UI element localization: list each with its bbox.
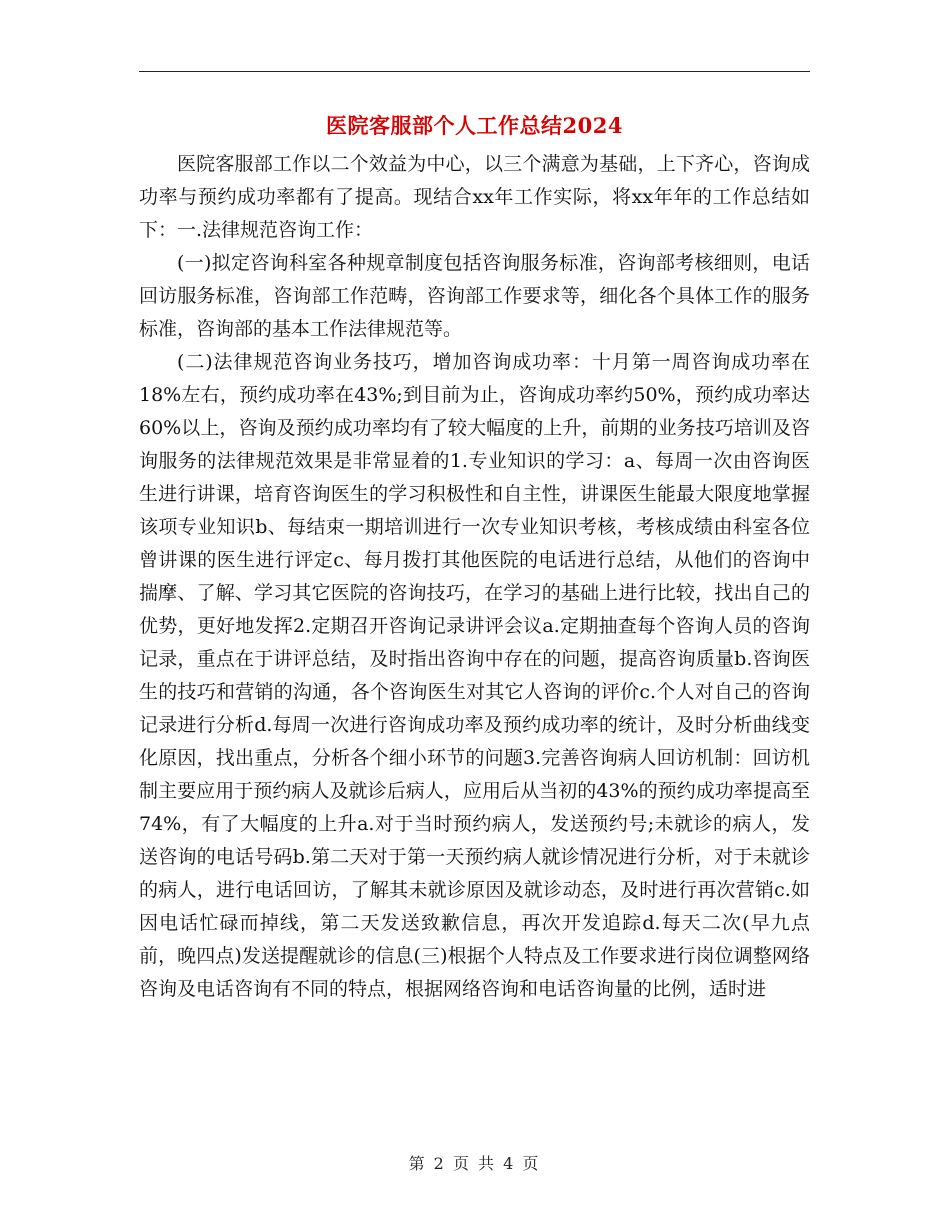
document-title: 医院客服部个人工作总结2024 — [326, 113, 623, 138]
header-rule — [139, 71, 810, 72]
paragraph-section-one: (一)拟定咨询科室各种规章制度包括咨询服务标准，咨询部考核细则，电话回访服务标准，咨询部工作范畴，咨询部工作要求等，细化各个具体工作的服务标准，咨询部的基本工作法律规范等。 — [139, 252, 810, 340]
paragraph-section-two: (二)法律规范咨询业务技巧，增加咨询成功率：十月第一周咨询成功率在18%左右，预约成功率在43%;到目前为止，咨询成功率约50%，预约成功率达60%以上，咨询及预约成功率均有了较大幅度的上升，前期的业务技巧培训及咨询服务的法律规范效果是非常显着的1.专业知识的学习：a、每周一次由咨询医生进行讲课，培育咨询医生的学习积极性和自主性，讲课医生能最大限度地掌握该项专业知识b、每结束一期培训进行一次专业知识考核，考核成绩由科室各位曾讲课的医生进行评定c、每月拨打其他医院的电话进行总结，从他们的咨询中揣摩、了解、学习其它医院的咨询技巧，在学习的基础上进行比较，找出自己的优势，更好地发挥2.定期召开咨询记录讲评会议a.定期抽查每个咨询人员的咨询记录，重点在于讲评总结，及时指出咨询中存在的问题，提高咨询质量b.咨询医生的技巧和营销的沟通，各个咨询医生对其它人咨询的评价c.个人对自己的咨询记录进行分析d.每周一次进行咨询成功率及预约成功率的统计，及时分析曲线变化原因，找出重点，分析各个细小环节的问题3.完善咨询病人回访机制：回访机制主要应用于预约病人及就诊后病人，应用后从当初的43%的预约成功率提高至74%，有了大幅度的上升a.对于当时预约病人，发送预约号;未就诊的病人，发送咨询的电话号码b.第二天对于第一天预约病人就诊情况进行分析，对于未就诊的病人，进行电话回访，了解其未就诊原因及就诊动态，及时进行再次营销c.如因电话忙碌而掉线，第二天发送致歉信息，再次开发追踪d.每天二次(早九点前，晚四点)发送提醒就诊的信息(三)根据个人特点及工作要求进行岗位调整网络咨询及电话咨询有不同的特点，根据网络咨询和电话咨询量的比例，适时进 — [139, 351, 810, 1000]
paragraph-intro: 医院客服部工作以二个效益为中心，以三个满意为基础，上下齐心，咨询成功率与预约成功率都有了提高。现结合xx年工作实际，将xx年年的工作总结如下：一.法律规范咨询工作： — [139, 153, 810, 241]
document-body — [139, 148, 810, 1006]
page-number: 第 2 页 共 4 页 — [408, 1154, 541, 1173]
